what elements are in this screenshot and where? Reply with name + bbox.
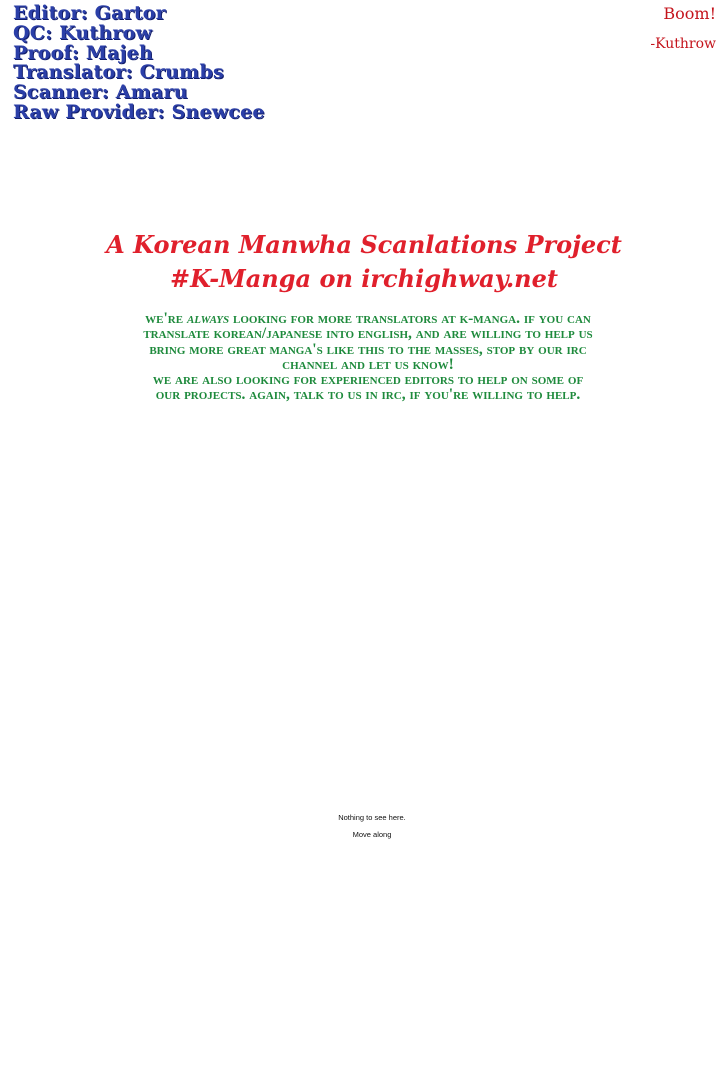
credit-scanner: Scanner: Amaru <box>13 81 188 104</box>
credit-qc: QC: Kuthrow <box>13 21 153 44</box>
recruit-translators-paragraph <box>140 311 596 372</box>
recruit-text-rest: looking for more translators at k-manga. if you can translate korean/japanese into english, and are willing to help us bring more great manga's like this to the masses, stop by our irc channel and let us know! <box>143 310 593 373</box>
credit-proof: Proof: Majeh <box>13 41 153 64</box>
credit-editor: Editor: Gartor <box>13 2 166 24</box>
credit-translator: Translator: Crumbs <box>13 61 224 84</box>
project-banner <box>0 228 728 296</box>
project-irc-channel: #K-Manga on irchighway.net <box>170 264 558 293</box>
credit-raw-provider: Raw Provider: Snewcee <box>13 100 265 123</box>
project-title: A Korean Manwha Scanlations Project <box>106 230 622 259</box>
boom-note: Boom! <box>663 4 716 23</box>
credits-block <box>13 4 265 123</box>
footer-nothing-text: Nothing to see here. <box>338 813 406 822</box>
recruitment-message <box>140 311 596 403</box>
recruit-emphasis: always <box>186 310 230 327</box>
signature-note: -Kuthrow <box>650 36 716 52</box>
recruit-text-start: we're <box>145 310 187 327</box>
recruit-editors-paragraph: we are also looking for experienced editors to help on some of our projects. again, talk to us in irc, if you're willing to help. <box>152 371 584 404</box>
footer-move-along-text: Move along <box>352 830 392 839</box>
